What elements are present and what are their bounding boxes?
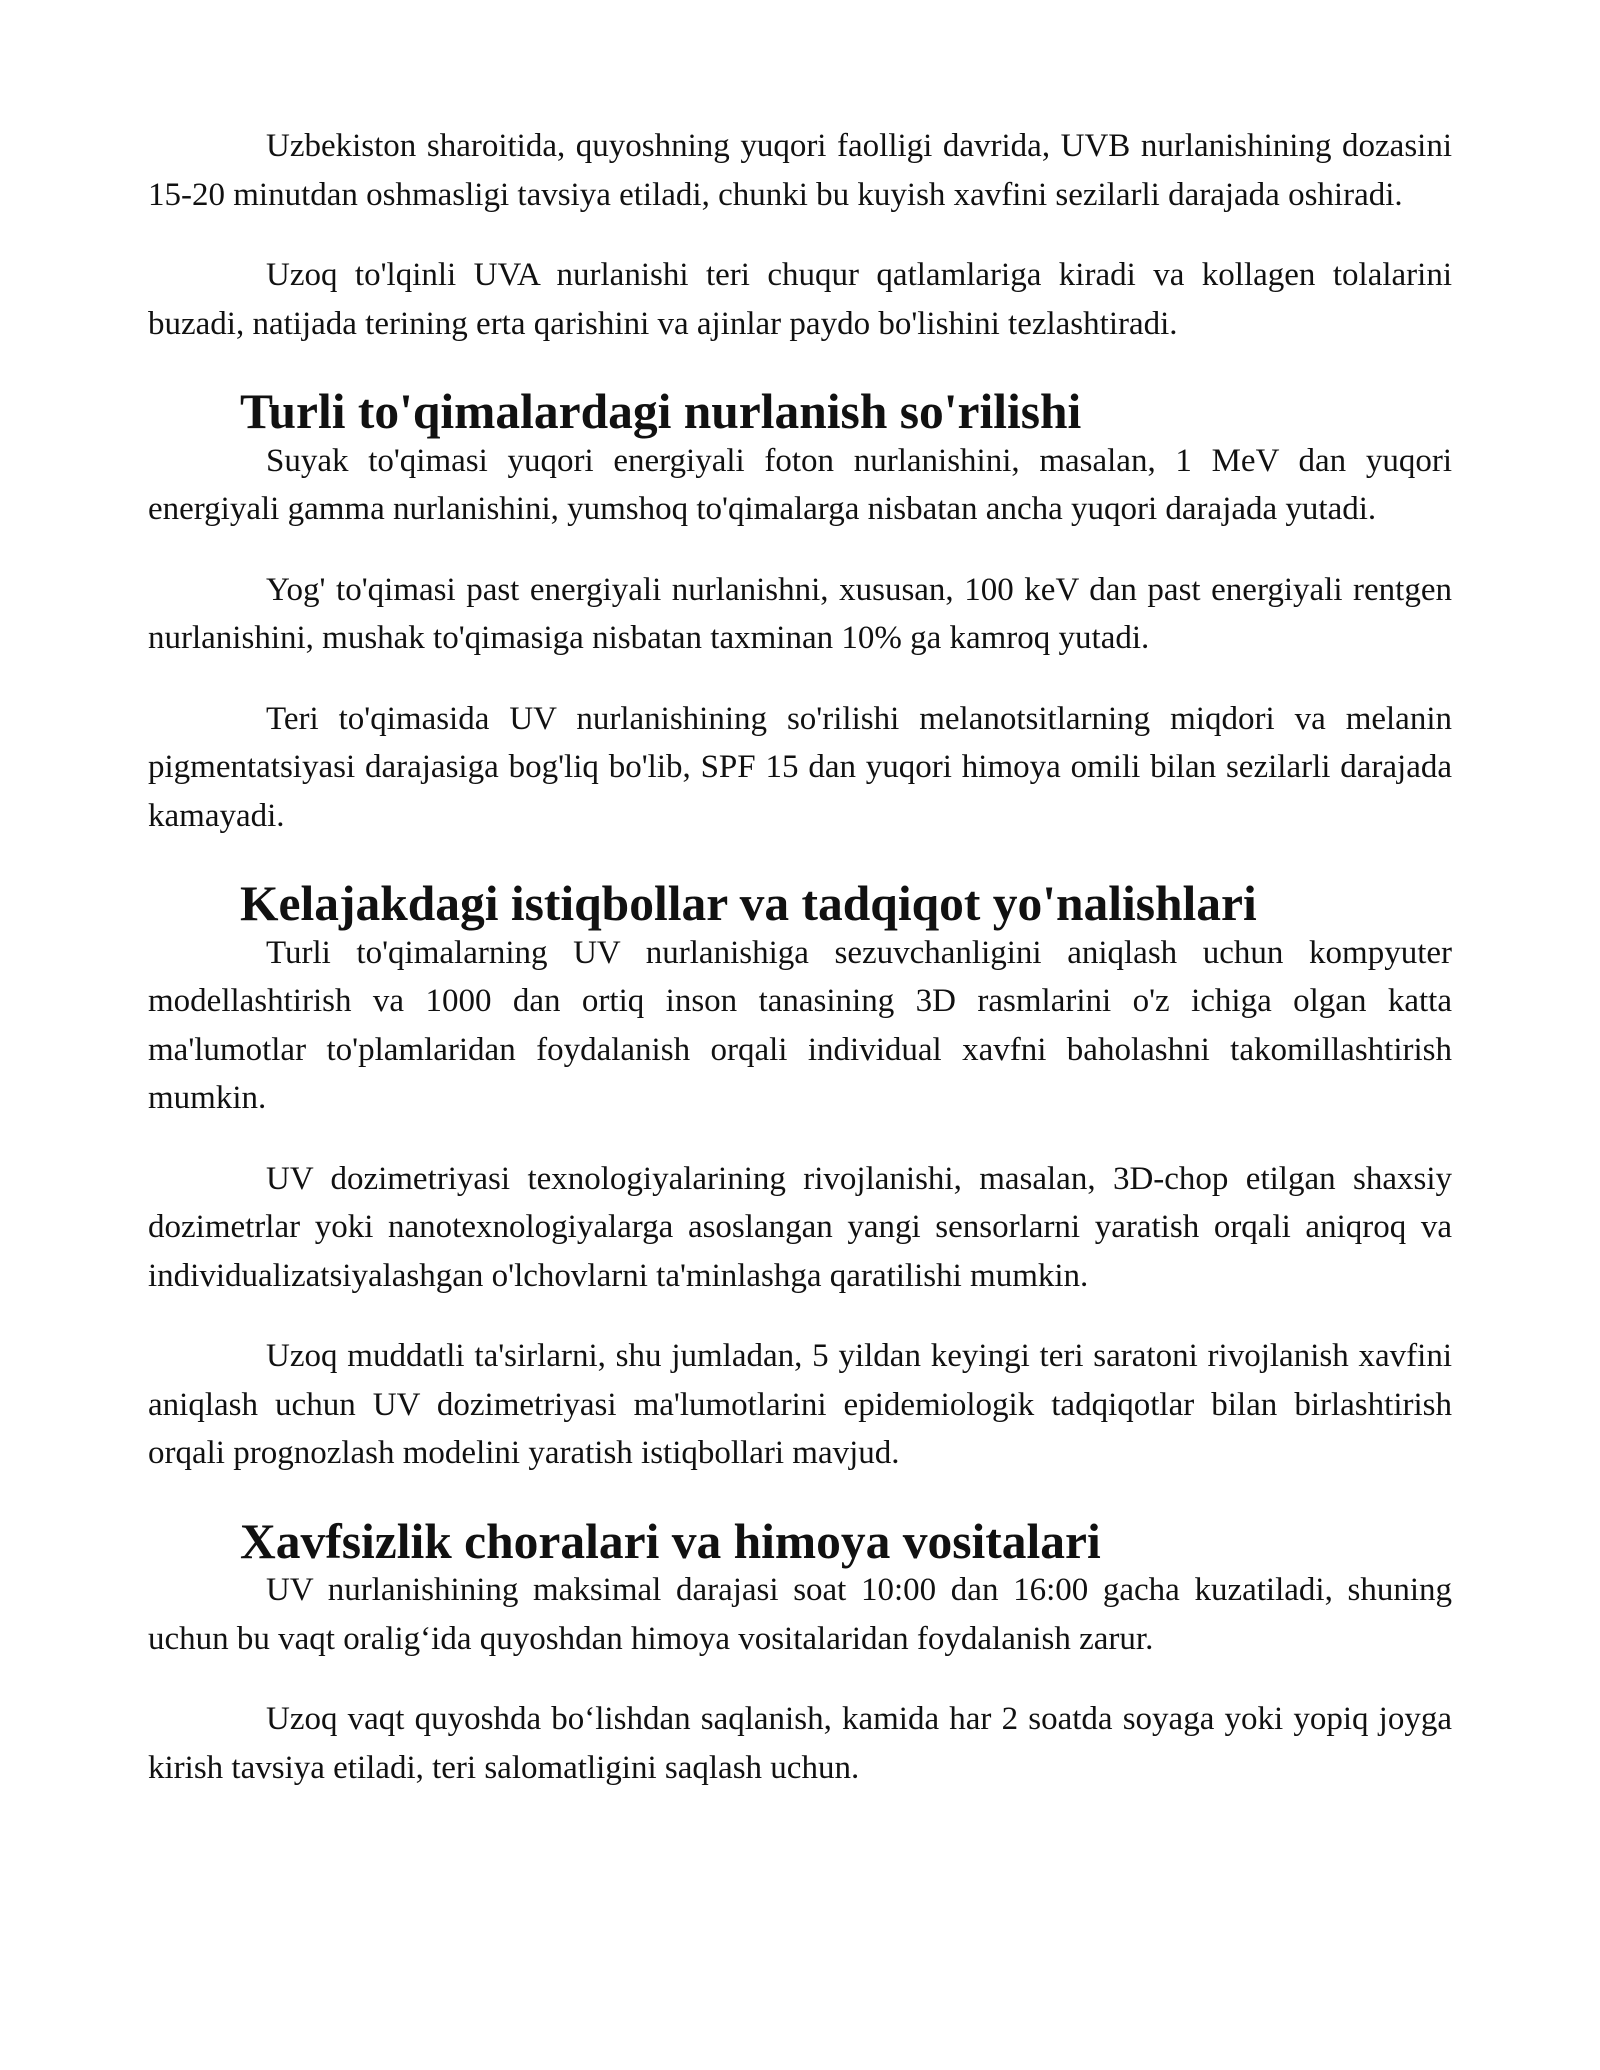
paragraph-dosimetry-tech: UV dozimetriyasi texnologiyalarining rivojlanishi, masalan, 3D-chop etilgan shaxsiy dozimetrlar yoki nanotexnologiyalarga asoslangan yangi sensorlarni yaratish orqali aniqroq va individualizatsiyalashgan o'lchovlarni ta'minlashga qaratilishi mumkin. xyxy=(148,1160,1452,1294)
paragraph-bone-tissue: Suyak to'qimasi yuqori energiyali foton nurlanishini, masalan, 1 MeV dan yuqori energiyali gamma nurlanishini, yumshoq to'qimalarga nisbatan ancha yuqori darajada yutadi. xyxy=(148,442,1452,527)
paragraph-uva-aging: Uzoq to'lqinli UVA nurlanishi teri chuqur qatlamlariga kiradi va kollagen tolalarini buzadi, natijada terining erta qarishini va ajinlar paydo bo'lishini tezlashtiradi. xyxy=(148,257,1452,342)
section-heading-absorption: Turli to'qimalardagi nurlanish so'rilishi xyxy=(240,384,1082,439)
paragraph-peak-hours: UV nurlanishining maksimal darajasi soat 10:00 dan 16:00 gacha kuzatiladi, shuning uchun bu vaqt oralig‘ida quyoshdan himoya vositalaridan foydalanish zarur. xyxy=(148,1572,1452,1657)
paragraph-uvb-dose: Uzbekiston sharoitida, quyoshning yuqori faolligi davrida, UVB nurlanishining dozasini 15-20 minutdan oshmasligi tavsiya etiladi, chunki bu kuyish xavfini sezilarli darajada oshiradi. xyxy=(148,128,1452,213)
paragraph-modeling: Turli to'qimalarning UV nurlanishiga sezuvchanligini aniqlash uchun kompyuter modellashtirish va 1000 dan ortiq inson tanasining 3D rasmlarini o'z ichiga olgan katta ma'lumotlar to'plamlaridan foydalanish orqali individual xavfni baholashni takomillashtirish mumkin. xyxy=(148,934,1452,1116)
section-heading-future: Kelajakdagi istiqbollar va tadqiqot yo'nalishlari xyxy=(240,876,1257,931)
paragraph-fat-tissue: Yog' to'qimasi past energiyali nurlanishni, xususan, 100 keV dan past energiyali rentgen nurlanishini, mushak to'qimasiga nisbatan taxminan 10% ga kamroq yutadi. xyxy=(148,571,1452,656)
paragraph-shade: Uzoq vaqt quyoshda bo‘lishdan saqlanish, kamida har 2 soatda soyaga yoki yopiq joyga kirish tavsiya etiladi, teri salomatligini saqlash uchun. xyxy=(148,1701,1452,1786)
section-heading-safety: Xavfsizlik choralari va himoya vositalari xyxy=(240,1513,1101,1569)
paragraph-skin-tissue: Teri to'qimasida UV nurlanishining so'rilishi melanotsitlarning miqdori va melanin pigmentatsiyasi darajasiga bog'liq bo'lib, SPF 15 dan yuqori himoya omili bilan sezilarli darajada kamayadi. xyxy=(148,700,1452,834)
paragraph-long-term: Uzoq muddatli ta'sirlarni, shu jumladan, 5 yildan keyingi teri saratoni rivojlanish xavfini aniqlash uchun UV dozimetriyasi ma'lumotlarini epidemiologik tadqiqotlar bilan birlashtirish orqali prognozlash modelini yaratish istiqbollari mavjud. xyxy=(148,1338,1452,1471)
document-page xyxy=(148,122,1452,1792)
